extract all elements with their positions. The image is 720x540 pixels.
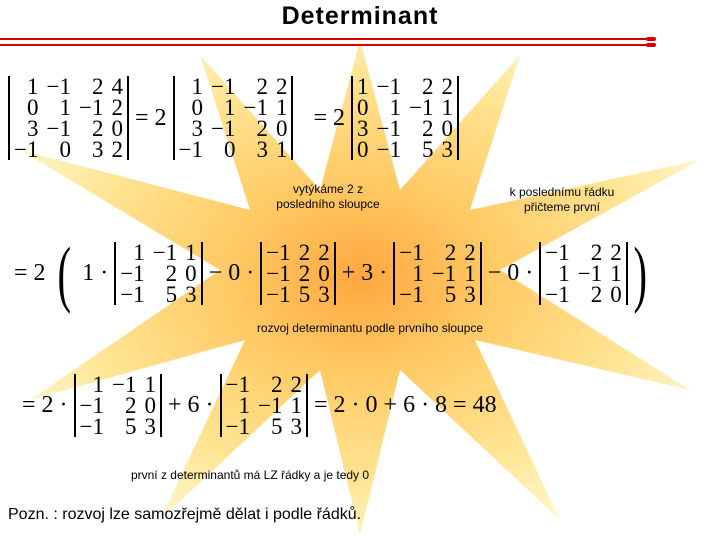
det-c — [351, 76, 459, 160]
matrix-entry: −1 — [376, 116, 401, 141]
matrix-entry: −1 — [399, 240, 424, 265]
matrix-entry: 2 — [91, 116, 104, 141]
matrix-entry: 2 — [590, 240, 603, 265]
matrix-entry: 2 — [298, 261, 311, 286]
matrix-entry: 1 — [238, 393, 251, 418]
matrix-entry: 2 — [464, 240, 476, 265]
det-a — [8, 76, 129, 160]
row2-expansion — [14, 232, 652, 315]
matrix-entry: 2 — [421, 116, 434, 141]
matrix-entry: −1 — [152, 240, 178, 265]
matrix-entry: −1 — [266, 282, 291, 307]
note-expansion: rozvoj determinantu podle prvního sloupce — [256, 321, 484, 335]
matrix-entry: 1 — [59, 95, 71, 120]
footer-note: Pozn. : rozvoj lze samozřejmě dělat i podle řádků. — [8, 506, 362, 523]
note-zero-det: první z determinantů má LZ řádky a je tedy 0 — [130, 468, 370, 482]
equals-sign-2: = — [313, 104, 327, 131]
matrix-entry: 2 — [610, 240, 622, 265]
det-b — [173, 76, 294, 160]
matrix-entry: −1 — [79, 393, 105, 418]
matrix-entry: 1 — [223, 95, 236, 120]
matrix-entry: −1 — [376, 74, 401, 99]
matrix-entry: 1 — [133, 240, 145, 265]
matrix-entry: 1 — [441, 95, 453, 120]
result-det-2 — [220, 374, 308, 437]
matrix-entry: −1 — [431, 261, 457, 286]
matrix-entry: 0 — [185, 261, 197, 286]
matrix-entry: 1 — [191, 74, 203, 99]
left-paren: ( — [57, 232, 71, 315]
matrix-entry: −1 — [78, 95, 104, 120]
matrix-entry: −1 — [14, 137, 39, 162]
matrix-entry: 5 — [271, 414, 283, 439]
matrix-entry: 3 — [464, 282, 476, 307]
matrix-entry: 5 — [165, 282, 178, 307]
matrix-entry: 1 — [144, 372, 156, 397]
matrix-entry: 1 — [290, 393, 302, 418]
matrix-entry: 3 — [290, 414, 302, 439]
matrix-entry: −1 — [376, 137, 401, 162]
note-add-first-row: k poslednímu řádku přičteme první — [509, 185, 615, 214]
matrix-entry: 3 — [256, 137, 268, 162]
matrix-entry: 0 — [357, 137, 369, 162]
matrix-entry: 2 — [421, 74, 434, 99]
matrix-entry: 0 — [357, 95, 369, 120]
matrix-entry: 3 — [441, 137, 453, 162]
matrix-entry: 2 — [290, 372, 302, 397]
matrix-entry: 3 — [91, 137, 104, 162]
term3-det — [393, 242, 481, 305]
row3-result — [22, 374, 503, 437]
matrix-entry: −1 — [210, 116, 236, 141]
matrix-entry: 0 — [111, 116, 123, 141]
matrix-entry: 1 — [275, 137, 288, 162]
page-title: Determinant — [281, 2, 439, 30]
matrix-entry: 0 — [610, 282, 622, 307]
term4-det — [539, 242, 627, 305]
title-underline-2 — [0, 44, 655, 46]
matrix-entry: 1 — [610, 261, 622, 286]
matrix-entry: 0 — [144, 393, 156, 418]
matrix-entry: 0 — [275, 116, 288, 141]
matrix-entry: 2 — [271, 372, 283, 397]
matrix-entry: 2 — [590, 282, 603, 307]
matrix-entry: 1 — [357, 74, 369, 99]
matrix-entry: 3 — [144, 414, 156, 439]
matrix-entry: −1 — [46, 116, 71, 141]
matrix-entry: 0 — [26, 95, 39, 120]
matrix-entry: 2 — [91, 74, 104, 99]
matrix-entry: −1 — [408, 95, 434, 120]
matrix-entry: 5 — [421, 137, 434, 162]
matrix-entry: 5 — [298, 282, 311, 307]
result-det-1 — [74, 374, 162, 437]
underline-end-dot — [646, 37, 656, 41]
title-underline — [0, 38, 655, 40]
term2-coef: − 0 · — [208, 260, 255, 286]
matrix-entry: −1 — [266, 240, 291, 265]
matrix-entry: 2 — [298, 240, 311, 265]
matrix-entry: −1 — [266, 261, 291, 286]
matrix-entry: −1 — [120, 282, 145, 307]
term2-det — [260, 242, 335, 305]
matrix-entry: 0 — [441, 116, 453, 141]
middle-term: + 6 · — [168, 392, 214, 418]
matrix-entry: 4 — [111, 74, 123, 99]
matrix-entry: 3 — [185, 282, 197, 307]
matrix-entry: 1 — [558, 261, 570, 286]
matrix-entry: 1 — [92, 372, 105, 397]
matrix-entry: 2 — [444, 240, 457, 265]
matrix-entry: 3 — [318, 282, 330, 307]
term3-coef: + 3 · — [341, 260, 388, 286]
matrix-entry: 1 — [26, 74, 39, 99]
matrix-entry: 1 — [389, 95, 401, 120]
matrix-entry: 2 — [111, 95, 123, 120]
factor-2: 2 — [333, 104, 345, 131]
matrix-entry: 0 — [318, 261, 330, 286]
matrix-entry: −1 — [210, 74, 236, 99]
matrix-entry: 3 — [191, 116, 203, 141]
term1-det — [114, 242, 202, 305]
lead-factor: = 2 — [14, 260, 46, 286]
matrix-entry: 3 — [357, 116, 369, 141]
matrix-entry: 0 — [59, 137, 71, 162]
matrix-entry: −1 — [243, 95, 268, 120]
matrix-entry: 2 — [441, 74, 453, 99]
term4-coef: − 0 · — [487, 260, 534, 286]
matrix-entry: −1 — [46, 74, 71, 99]
equals-sign: = — [134, 104, 149, 131]
matrix-entry: −1 — [258, 393, 283, 418]
factor: 2 — [154, 104, 167, 131]
matrix-entry: −1 — [545, 240, 570, 265]
note-factor-out: vytýkáme 2 z posledního sloupce — [276, 182, 380, 211]
matrix-entry: 2 — [165, 261, 178, 286]
matrix-entry: 1 — [464, 261, 476, 286]
matrix-entry: 0 — [191, 95, 203, 120]
matrix-entry: 5 — [444, 282, 457, 307]
matrix-entry: −1 — [577, 261, 603, 286]
matrix-entry: 3 — [26, 116, 39, 141]
matrix-entry: 2 — [318, 240, 330, 265]
final-result: = 2 · 0 + 6 · 8 = 48 — [314, 392, 497, 418]
matrix-entry: −1 — [178, 137, 203, 162]
matrix-entry: −1 — [545, 282, 570, 307]
matrix-entry: 1 — [275, 95, 288, 120]
matrix-entry: 0 — [223, 137, 236, 162]
lead-factor-3: = 2 · — [22, 392, 68, 418]
matrix-entry: −1 — [120, 261, 145, 286]
underline-end-dot-2 — [646, 43, 656, 47]
matrix-entry: 2 — [256, 116, 268, 141]
term1-coef: 1 · — [82, 260, 109, 286]
matrix-entry: −1 — [112, 372, 137, 397]
matrix-entry: −1 — [225, 414, 251, 439]
matrix-entry: 2 — [111, 137, 123, 162]
matrix-entry: 2 — [275, 74, 288, 99]
row1-equation — [8, 76, 459, 160]
matrix-entry: 2 — [256, 74, 268, 99]
matrix-entry: 5 — [125, 414, 137, 439]
matrix-entry: 2 — [125, 393, 137, 418]
matrix-entry: −1 — [79, 414, 105, 439]
matrix-entry: 1 — [412, 261, 424, 286]
matrix-entry: −1 — [225, 372, 251, 397]
right-paren: ) — [633, 232, 647, 315]
matrix-entry: −1 — [399, 282, 424, 307]
matrix-entry: 1 — [185, 240, 197, 265]
